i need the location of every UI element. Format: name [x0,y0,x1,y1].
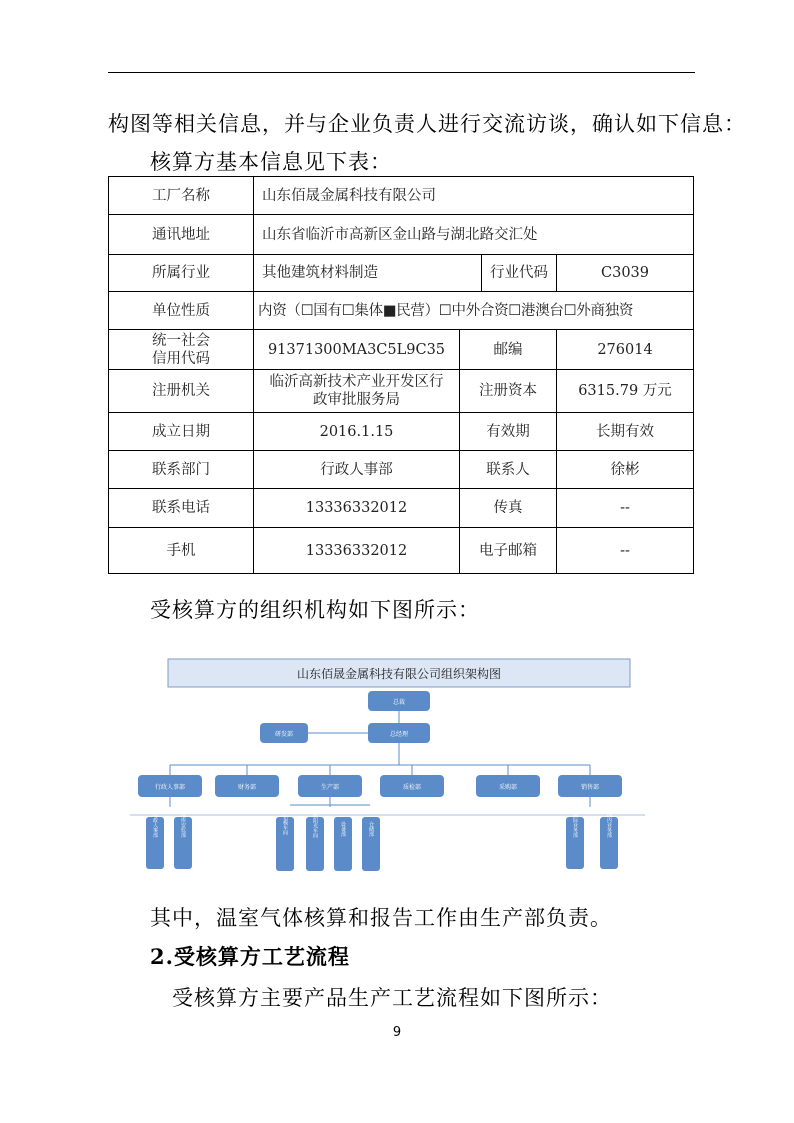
cell-label [109,330,254,370]
table-row [109,177,694,215]
cell-label: 成立日期 [109,413,254,451]
cell-value: 91371300MA3C5L9C35 [254,330,460,370]
cell-value: 13336332012 [254,528,460,574]
page-number: 9 [392,1025,402,1040]
credit-label-line2: 信用代码 [152,350,210,367]
cell-value: 13336332012 [254,489,460,528]
org-label-sub-prod-1: 铝模车间 [282,815,288,835]
cell-value [254,370,460,413]
cell-label: 有效期 [460,413,557,451]
basic-info-table [108,176,694,574]
org-label-sub-prod-3: 设备部 [340,821,346,837]
org-label-sub-admin-2: 仓库安监部 [180,812,186,838]
org-label-sub-sales-1: 国际业务部 [572,812,578,838]
cell-label: 传真 [460,489,557,528]
cell-label: 手机 [109,528,254,574]
cell-label: 注册资本 [460,370,557,413]
org-label-dept-purchase: 采购部 [498,784,518,791]
cell-value: -- [557,528,694,574]
org-label-sub-prod-4: 仓储部 [368,821,374,837]
org-label-dept-finance: 财务部 [237,784,257,791]
cell-label: 联系部门 [109,451,254,489]
header-rule [108,72,695,73]
table-row [109,451,694,489]
cell-label: 行业代码 [482,255,557,292]
org-label-dept-production: 生产部 [320,784,340,791]
org-title: 山东佰晟金属科技有限公司组织架构图 [296,667,502,681]
cell-value: 276014 [557,330,694,370]
cell-label: 单位性质 [109,292,254,330]
cell-label: 邮编 [460,330,557,370]
cell-value: 6315.79 万元 [557,370,694,413]
table-row [109,292,694,330]
org-label-sub-prod-2: 金色阳光车间 [312,808,318,838]
org-label-ceo: 总裁 [392,699,406,706]
table-row [109,528,694,574]
paragraph-process-intro: 受核算方主要产品生产工艺流程如下图所示： [172,986,612,1010]
cell-value: 其他建筑材料制造 [254,255,482,292]
paragraph-intro: 构图等相关信息，并与企业负责人进行交流访谈，确认如下信息： [108,112,746,136]
cell-value: 行政人事部 [254,451,460,489]
cell-value: -- [557,489,694,528]
table-row [109,330,694,370]
cell-value: 长期有效 [557,413,694,451]
table-row [109,255,694,292]
paragraph-org-intro: 受核算方的组织机构如下图所示： [150,598,480,622]
org-label-gm: 总经理 [389,731,409,738]
table-row [109,489,694,528]
cell-label: 通讯地址 [109,215,254,255]
table-row [109,215,694,255]
reg-org-line1: 临沂高新技术产业开发区行 [269,374,444,390]
cell-value: 山东省临沂市高新区金山路与湖北路交汇处 [254,215,694,255]
paragraph-responsibility: 其中，温室气体核算和报告工作由生产部负责。 [150,906,612,930]
table-row [109,370,694,413]
org-chart-svg [130,657,665,875]
cell-label: 所属行业 [109,255,254,292]
cell-label: 注册机关 [109,370,254,413]
cell-label: 联系人 [460,451,557,489]
org-label-rd: 研发部 [274,731,294,738]
org-chart [130,657,665,875]
cell-value: 山东佰晟金属科技有限公司 [254,177,694,215]
org-label-dept-sales: 销售部 [580,784,600,791]
credit-label-line1: 统一社会 [152,332,210,349]
section-heading: 2.受核算方工艺流程 [150,944,350,969]
cell-value: C3039 [557,255,694,292]
cell-value: 徐彬 [557,451,694,489]
cell-value: 2016.1.15 [254,413,460,451]
cell-label: 联系电话 [109,489,254,528]
cell-value: 内资（☐国有☐集体■民营）☐中外合资☐港澳台☐外商独资 [254,292,694,330]
cell-label: 电子邮箱 [460,528,557,574]
org-label-dept-qc: 质检部 [402,784,422,791]
reg-org-line2: 政审批服务局 [313,392,400,408]
table-row [109,413,694,451]
cell-label: 工厂名称 [109,177,254,215]
org-label-sub-sales-2: 国内业务部 [606,812,612,838]
org-label-dept-admin: 行政人事部 [154,784,186,791]
paragraph-table-intro: 核算方基本信息见下表： [150,150,392,174]
org-label-sub-admin-1: 行政人事部 [152,812,158,838]
